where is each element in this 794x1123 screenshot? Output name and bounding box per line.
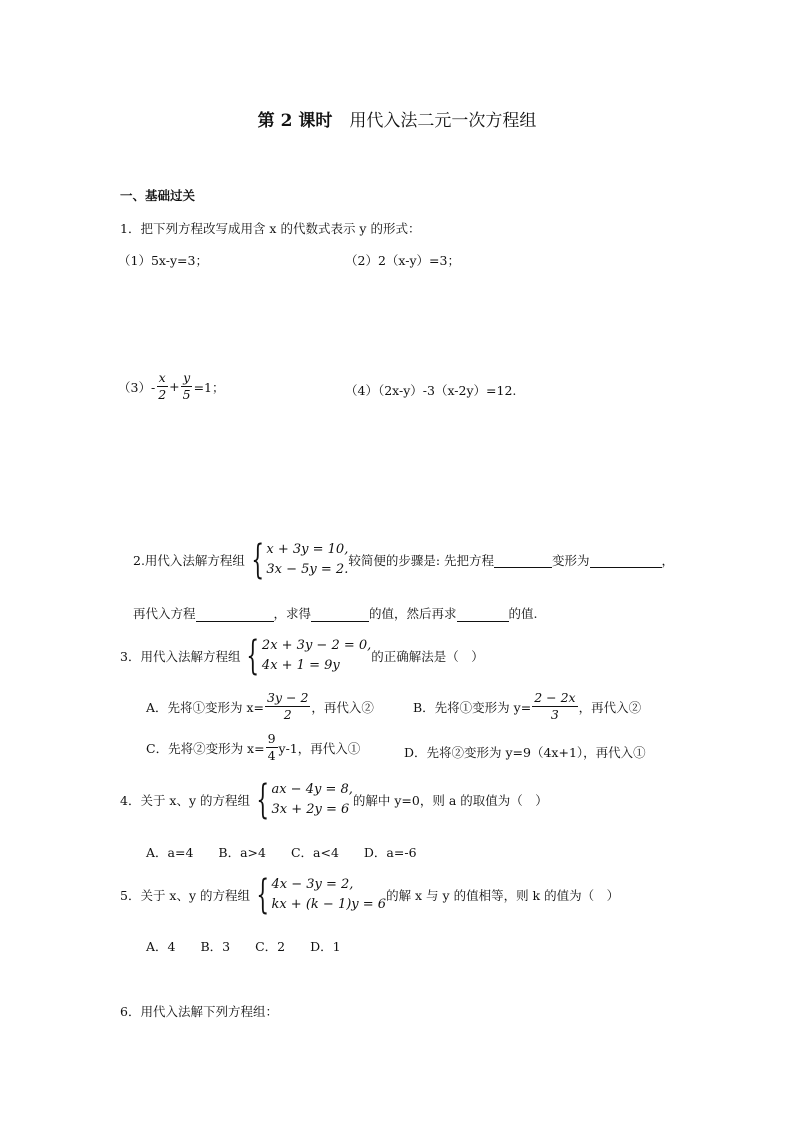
- lesson-topic: 用代入法二元一次方程组: [349, 111, 537, 131]
- q4-suffix: 的解中 y=0，则 a 的取值为（ ）: [352, 793, 548, 808]
- q2-line2: [133, 604, 538, 622]
- option-c-prefix: C．先将②变形为 x=: [146, 740, 265, 756]
- brace-icon: {: [256, 872, 270, 918]
- q6-prompt: 6．用代入法解下列方程组：: [120, 1004, 278, 1019]
- q4-eq2: 3x + 2y = 6: [271, 802, 350, 817]
- q4-options: A．a=4 B．a>4 C．a<4 D．a=-6: [146, 845, 417, 860]
- q2-end1: ，: [661, 553, 675, 568]
- q5-options: A．4 B．3 C．2 D．1: [146, 939, 341, 954]
- q3-equation-system: [240, 633, 372, 679]
- q1-part3-plus: +: [169, 379, 180, 394]
- brace-icon: {: [251, 537, 265, 583]
- q1-part3-frac-x: [156, 370, 168, 403]
- q5-eq1: 4x − 3y = 2,: [271, 877, 354, 892]
- frac-denominator: 4: [267, 748, 276, 763]
- q5-eq2: kx + (k − 1)y = 6: [271, 897, 387, 912]
- q5-prefix: 5．关于 x、y 的方程组: [120, 888, 251, 903]
- frac-denominator: 2: [283, 707, 292, 722]
- q4-prefix: 4．关于 x、y 的方程组: [120, 793, 251, 808]
- frac-numerator: 9: [267, 731, 276, 746]
- frac-denominator: 2: [158, 387, 167, 402]
- q1-part3-frac-y: [181, 370, 193, 403]
- q4-line: [120, 777, 548, 823]
- option-a-suffix: ，再代入②: [311, 699, 374, 715]
- page-title: [0, 106, 794, 131]
- frac-numerator: x: [158, 370, 166, 385]
- answer-blank[interactable]: [311, 607, 369, 622]
- q5-suffix: 的解 x 与 y 的值相等，则 k 的值为（ ）: [386, 888, 620, 903]
- q4-equation-system: [250, 777, 353, 823]
- option-b-fraction: [532, 690, 577, 723]
- q3-option-a: [146, 690, 374, 723]
- q2-mid2: 变形为: [552, 553, 590, 568]
- option-a-fraction: [265, 690, 310, 723]
- lesson-number: 第 2 课时: [257, 111, 333, 131]
- frac-numerator: 2 − 2x: [534, 690, 576, 705]
- option-a-prefix: A．先将①变形为 x=: [146, 699, 265, 715]
- q2-line2-a: 再代入方程: [133, 606, 196, 621]
- answer-blank[interactable]: [494, 553, 552, 568]
- answer-blank[interactable]: [196, 607, 274, 622]
- q4-eq1: ax − 4y = 8,: [271, 782, 353, 797]
- option-c-fraction: [266, 731, 278, 764]
- q3-eq1: 2x + 3y − 2 = 0,: [261, 638, 372, 653]
- brace-icon: {: [246, 633, 260, 679]
- q5-equation-system: [250, 872, 387, 918]
- frac-denominator: 3: [550, 707, 559, 722]
- q1-prompt: 1．把下列方程改写成用含 x 的代数式表示 y 的形式：: [120, 221, 421, 236]
- q3-suffix: 的正确解法是（ ）: [371, 649, 484, 664]
- q2-eq1: x + 3y = 10,: [266, 542, 349, 557]
- option-c-suffix: y-1，再代入①: [278, 740, 361, 756]
- q2-line1: [133, 537, 675, 583]
- q3-prefix: 3．用代入法解方程组: [120, 649, 241, 664]
- option-b-prefix: B．先将①变形为 y=: [413, 699, 532, 715]
- q2-mid1: 较简便的步骤是: 先把方程: [348, 553, 495, 568]
- option-b-suffix: ，再代入②: [578, 699, 642, 715]
- q2-line2-b: ，求得: [273, 606, 312, 621]
- q2-eq2: 3x − 5y = 2.: [266, 562, 349, 577]
- q1-part3-suffix: =1；: [193, 379, 225, 395]
- q1-part3-prefix: （3）-: [118, 379, 156, 395]
- q2-prefix: 2.用代入法解方程组: [133, 553, 245, 568]
- q2-line2-d: 的值.: [508, 606, 538, 621]
- q1-part1: （1）5x-y=3；: [118, 253, 208, 268]
- answer-blank[interactable]: [590, 553, 662, 568]
- q1-part4: （4）（2x-y）-3（x-2y）=12.: [345, 383, 517, 398]
- q5-line: [120, 872, 620, 918]
- q1-part3: [118, 370, 225, 403]
- q3-option-b: [413, 690, 641, 723]
- q3-option-d: D．先将②变形为 y=9（4x+1），再代入①: [404, 745, 646, 760]
- brace-icon: {: [256, 777, 270, 823]
- q1-part2: （2）2（x-y）=3；: [345, 253, 460, 268]
- frac-numerator: 3y − 2: [267, 690, 309, 705]
- q3-option-c: [146, 731, 360, 764]
- q3-eq2: 4x + 1 = 9y: [261, 658, 340, 673]
- q3-line: [120, 633, 484, 679]
- q2-line2-c: 的值，然后再求: [369, 606, 457, 621]
- section-heading: 一、基础过关: [120, 188, 196, 203]
- q2-equation-system: [245, 537, 349, 583]
- frac-numerator: y: [183, 370, 191, 385]
- frac-denominator: 5: [182, 387, 191, 402]
- answer-blank[interactable]: [457, 607, 509, 622]
